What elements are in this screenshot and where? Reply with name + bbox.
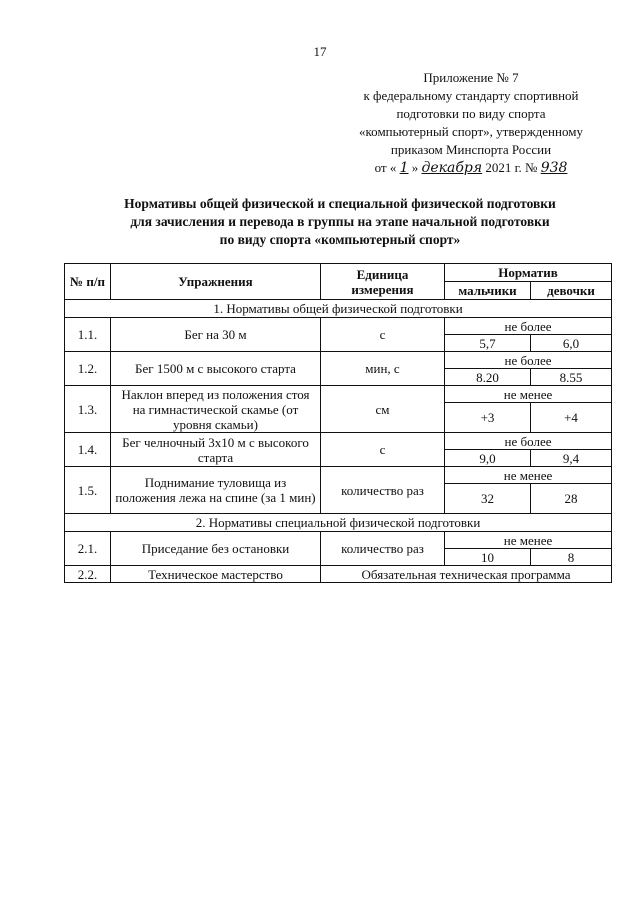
row-unit: количество раз (321, 467, 445, 514)
row-girls: 6,0 (531, 335, 612, 352)
appendix-line: к федеральному стандарту спортивной (363, 88, 579, 103)
title-line: для зачисления и перевода в группы на этапе начальной подготовки (130, 214, 550, 229)
row-girls: 8 (531, 549, 612, 566)
row-num: 2.2. (65, 566, 111, 583)
row-boys: +3 (445, 403, 531, 433)
order-number: 938 (540, 160, 568, 176)
row-unit: см (321, 386, 445, 433)
row-num: 1.3. (65, 386, 111, 433)
header-unit: Единица измерения (321, 264, 445, 300)
appendix-line: «компьютерный спорт», утвержденному (359, 124, 583, 139)
row-condition: не более (445, 318, 612, 335)
row-exercise: Бег челночный 3х10 м с высокого старта (111, 433, 321, 467)
norms-table (64, 263, 612, 583)
date-prefix: от « (374, 160, 397, 175)
header-exercise: Упражнения (111, 264, 321, 300)
row-program: Обязательная техническая программа (321, 566, 612, 583)
row-num: 2.1. (65, 532, 111, 566)
row-girls: 28 (531, 484, 612, 514)
row-exercise: Поднимание туловища из положения лежа на спине (за 1 мин) (111, 467, 321, 514)
header-girls: девочки (531, 282, 612, 300)
date-month: декабря (421, 160, 483, 176)
row-condition: не менее (445, 532, 612, 549)
header-norm: Норматив (445, 264, 612, 282)
row-girls: +4 (531, 403, 612, 433)
appendix-date-line (330, 159, 612, 177)
header-boys: мальчики (445, 282, 531, 300)
row-unit: мин, с (321, 352, 445, 386)
appendix-header (330, 69, 612, 177)
row-boys: 9,0 (445, 450, 531, 467)
date-day: 1 (399, 160, 409, 176)
row-exercise: Наклон вперед из положения стоя на гимнастической скамье (от уровня скамьи) (111, 386, 321, 433)
header-num: № п/п (65, 264, 111, 300)
row-girls: 8.55 (531, 369, 612, 386)
date-year: 2021 г. № (485, 160, 538, 175)
row-boys: 10 (445, 549, 531, 566)
appendix-line: Приложение № 7 (423, 70, 519, 85)
row-exercise: Техническое мастерство (111, 566, 321, 583)
row-num: 1.5. (65, 467, 111, 514)
row-exercise: Приседание без остановки (111, 532, 321, 566)
row-num: 1.1. (65, 318, 111, 352)
row-num: 1.2. (65, 352, 111, 386)
appendix-line: подготовки по виду спорта (396, 106, 546, 121)
row-exercise: Бег 1500 м с высокого старта (111, 352, 321, 386)
row-condition: не более (445, 433, 612, 450)
date-mid: » (411, 160, 419, 175)
row-boys: 5,7 (445, 335, 531, 352)
row-boys: 32 (445, 484, 531, 514)
page-number: 17 (313, 44, 327, 59)
row-condition: не менее (445, 467, 612, 484)
row-exercise: Бег на 30 м (111, 318, 321, 352)
document-title (60, 195, 620, 249)
row-boys: 8.20 (445, 369, 531, 386)
row-unit: количество раз (321, 532, 445, 566)
title-line: Нормативы общей физической и специальной физической подготовки (124, 196, 556, 211)
row-condition: не менее (445, 386, 612, 403)
row-unit: с (321, 318, 445, 352)
row-num: 1.4. (65, 433, 111, 467)
row-girls: 9,4 (531, 450, 612, 467)
row-condition: не более (445, 352, 612, 369)
section-title: 2. Нормативы специальной физической подготовки (65, 514, 612, 532)
row-unit: с (321, 433, 445, 467)
title-line: по виду спорта «компьютерный спорт» (219, 232, 461, 247)
appendix-line: приказом Минспорта России (390, 142, 552, 157)
section-title: 1. Нормативы общей физической подготовки (65, 300, 612, 318)
